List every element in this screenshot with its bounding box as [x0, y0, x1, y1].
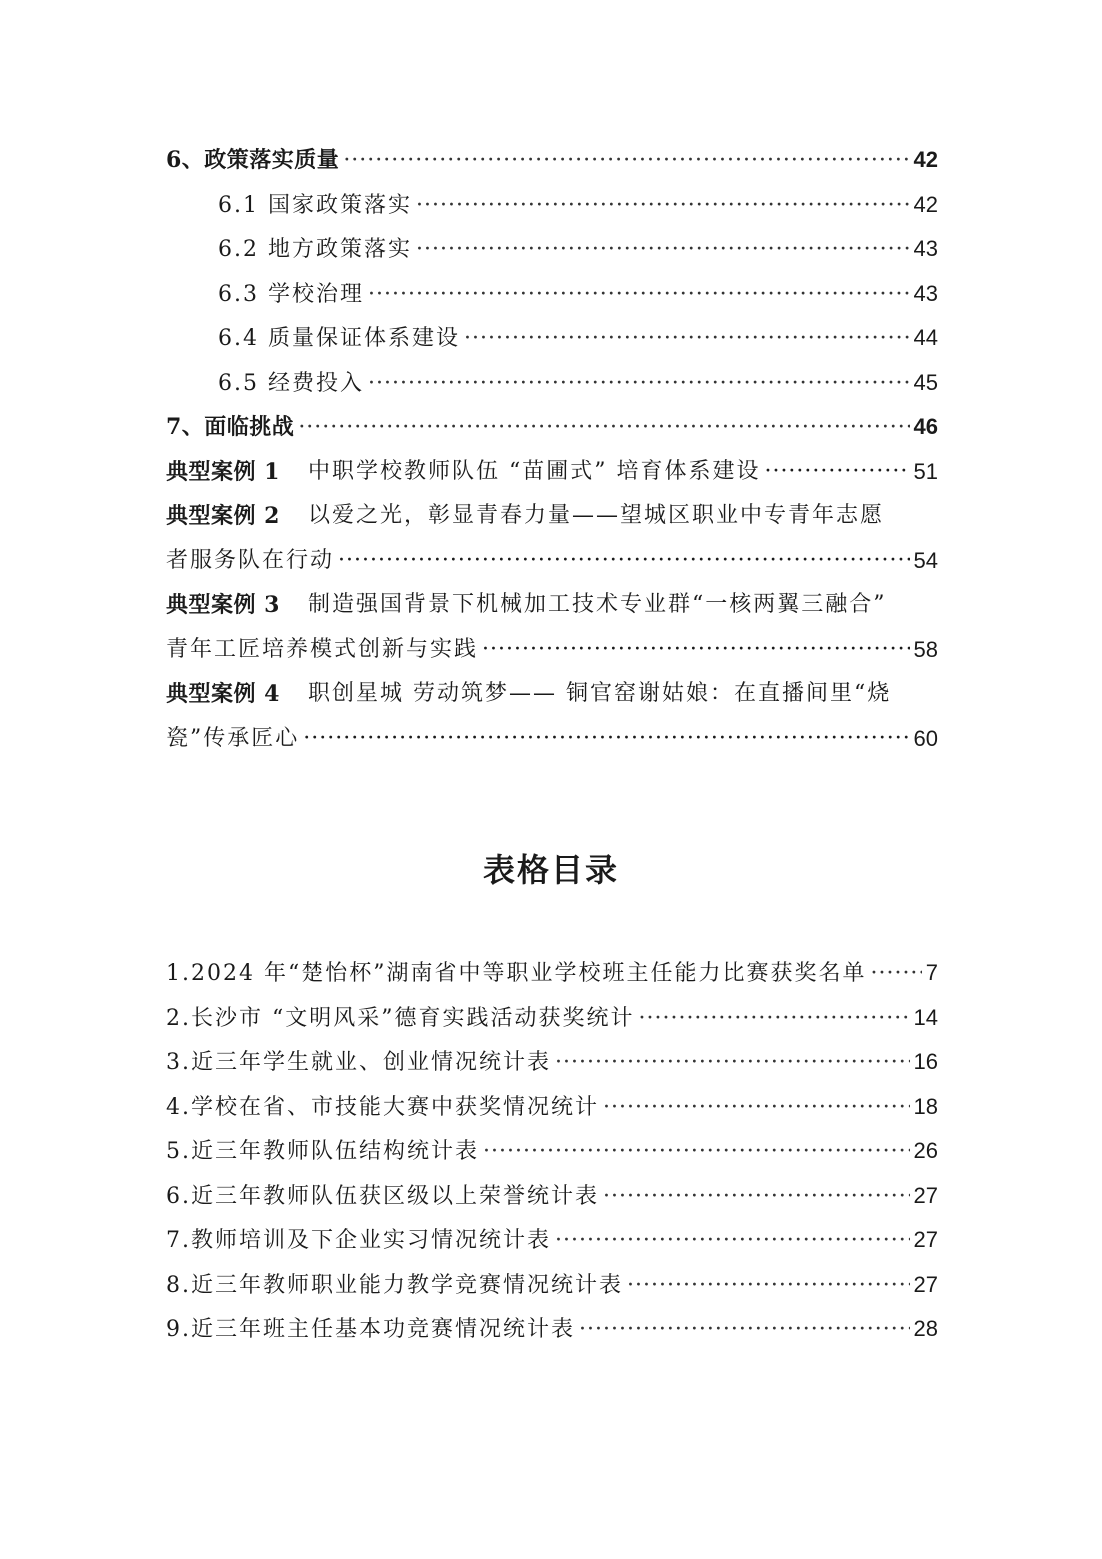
table-entry-title: 8.近三年教师职业能力教学竞赛情况统计表 [166, 1272, 623, 1298]
case-label: 典型案例 4 [166, 681, 280, 707]
case-line [166, 539, 938, 584]
table-entry-title: 3.近三年学生就业、创业情况统计表 [166, 1050, 551, 1075]
dot-leader [303, 717, 909, 762]
table-entry-page: 26 [913, 1138, 938, 1163]
case-line [166, 494, 938, 539]
toc-entry-title: 6.5 经费投入 [218, 370, 364, 396]
table-entry[interactable] [166, 1174, 938, 1219]
toc-entry-page: 45 [913, 369, 938, 395]
table-entry-title: 7.教师培训及下企业实习情况统计表 [166, 1228, 551, 1253]
table-entry-page: 27 [913, 1271, 938, 1297]
case-title: 职创星城 劳动筑梦—— 铜官窑谢姑娘：在直播间里“烧 [307, 681, 892, 706]
case-entry[interactable] [166, 583, 938, 672]
toc-entry-page: 46 [913, 414, 938, 439]
case-page: 54 [913, 547, 938, 573]
toc-entry-title: 7、面临挑战 [166, 414, 295, 440]
table-entry-title: 4.学校在省、市技能大赛中获奖情况统计 [166, 1094, 599, 1120]
case-title: 制造强国背景下机械加工技术专业群“一核两翼三融合” [307, 592, 887, 617]
dot-leader [368, 273, 910, 318]
toc-entry-page: 43 [913, 236, 938, 261]
table-entry-page: 28 [913, 1316, 938, 1341]
case-entry[interactable] [166, 450, 938, 495]
table-entry-page: 16 [913, 1049, 938, 1074]
toc-entry[interactable] [166, 361, 938, 406]
dot-leader [555, 1219, 910, 1264]
dot-leader [555, 1041, 910, 1086]
case-label: 典型案例 2 [166, 503, 280, 529]
table-entry[interactable] [166, 1307, 938, 1352]
toc-entry-title: 6.2 地方政策落实 [218, 237, 412, 262]
case-page: 60 [913, 725, 938, 751]
dot-leader [627, 1264, 910, 1309]
tables-section-title: 表格目录 [482, 851, 619, 889]
table-entry-page: 27 [913, 1227, 938, 1252]
case-line [166, 583, 938, 628]
case-label: 典型案例 3 [166, 592, 280, 618]
case-page: 51 [913, 458, 938, 484]
toc-entry-title: 6.3 学校治理 [218, 281, 364, 307]
dot-leader [764, 450, 909, 495]
toc-entry[interactable] [166, 272, 938, 317]
table-entry[interactable] [166, 951, 938, 996]
table-entry-page: 14 [913, 1004, 938, 1030]
dot-leader [870, 952, 921, 997]
case-entry[interactable] [166, 494, 938, 583]
table-entry-title: 2.长沙市 “文明风采”德育实践活动获奖统计 [166, 1005, 635, 1031]
table-entry-page: 7 [925, 960, 938, 985]
dot-leader [603, 1175, 910, 1220]
case-title-continued: 瓷”传承匠心 [166, 725, 300, 751]
toc-entry-page: 42 [913, 191, 938, 217]
toc-entry[interactable] [166, 316, 938, 361]
dot-leader [298, 406, 909, 451]
table-entry-title: 6.近三年教师队伍获区级以上荣誉统计表 [166, 1183, 599, 1209]
dot-leader [482, 628, 910, 673]
dot-leader [603, 1086, 910, 1131]
toc-entry-title: 6.4 质量保证体系建设 [218, 326, 460, 351]
dot-leader [464, 317, 910, 362]
dot-leader [368, 362, 910, 407]
dot-leader [343, 139, 909, 184]
toc-entry[interactable] [166, 138, 938, 183]
toc-entry-title: 6、政策落实质量 [166, 147, 340, 173]
toc-entry[interactable] [166, 227, 938, 272]
case-line [166, 628, 938, 673]
toc-entry-page: 43 [913, 280, 938, 306]
toc-entry[interactable] [166, 183, 938, 228]
dot-leader [638, 997, 909, 1042]
case-page: 58 [913, 636, 938, 662]
table-entry-title: 9.近三年班主任基本功竞赛情况统计表 [166, 1317, 575, 1342]
table-entry[interactable] [166, 996, 938, 1041]
case-title-continued: 者服务队在行动 [166, 547, 335, 573]
dot-leader [579, 1308, 910, 1353]
toc-entry-title: 6.1 国家政策落实 [218, 192, 412, 218]
case-line [166, 672, 938, 717]
table-entry[interactable] [166, 1218, 938, 1263]
table-entry-page: 18 [913, 1093, 938, 1119]
case-line [166, 450, 938, 495]
table-entry-title: 1.2024 年“楚怡杯”湖南省中等职业学校班主任能力比赛获奖名单 [166, 961, 867, 986]
case-label: 典型案例 1 [166, 458, 280, 485]
case-line [166, 717, 938, 762]
toc-entry[interactable] [166, 405, 938, 450]
table-entry[interactable] [166, 1085, 938, 1130]
table-entry[interactable] [166, 1129, 938, 1174]
table-entry[interactable] [166, 1263, 938, 1308]
dot-leader [338, 539, 910, 584]
dot-leader [483, 1130, 910, 1175]
case-title-continued: 青年工匠培养模式创新与实践 [166, 636, 479, 662]
table-entry-title: 5.近三年教师队伍结构统计表 [166, 1139, 479, 1164]
toc-entry-page: 44 [913, 325, 938, 350]
case-title: 以爱之光，彰显青春力量——望城区职业中专青年志愿 [307, 503, 884, 528]
case-entry[interactable] [166, 672, 938, 761]
table-entry[interactable] [166, 1040, 938, 1085]
table-list [166, 951, 938, 1352]
table-of-contents [166, 138, 938, 761]
dot-leader [416, 184, 910, 229]
case-title: 中职学校教师队伍 “苗圃式” 培育体系建设 [307, 458, 761, 484]
dot-leader [416, 228, 910, 273]
toc-entry-page: 42 [913, 147, 938, 172]
table-entry-page: 27 [913, 1182, 938, 1208]
